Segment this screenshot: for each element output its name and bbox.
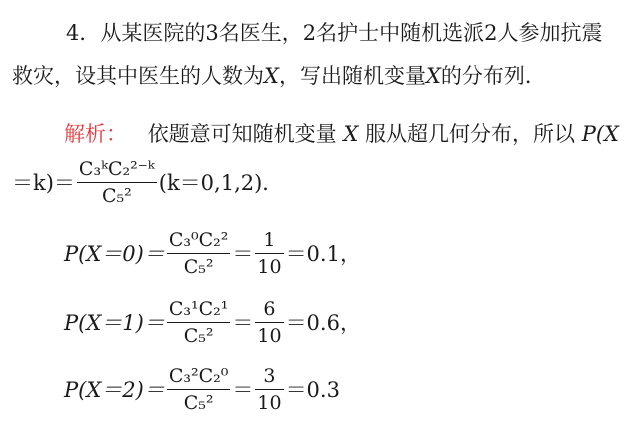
general-fraction — [77, 160, 157, 206]
prob-lhs: P(X＝2)＝ — [64, 377, 165, 402]
prob-result: ＝0.1， — [285, 241, 361, 266]
var-x: X — [343, 122, 359, 146]
prob-lhs: P(X＝0)＝ — [64, 241, 165, 266]
prob-lhs: P(X＝1)＝ — [64, 310, 165, 335]
equals-sign: ＝ — [232, 241, 254, 266]
general-numerator: C₃ᵏC₂²⁻ᵏ — [78, 158, 155, 180]
comb-fraction — [167, 231, 231, 277]
fraction-denominator: 10 — [257, 392, 282, 414]
problem-text-2a: 救灾，设其中医生的人数为 — [12, 64, 264, 88]
prob-row-2 — [64, 367, 340, 413]
comb-denominator: C₅² — [183, 392, 214, 414]
fraction-numerator: 6 — [263, 298, 276, 320]
simple-fraction — [255, 231, 283, 277]
problem-text-2b: ，写出随机变量 — [278, 64, 426, 88]
simple-fraction — [255, 367, 283, 413]
solution-text-b: 服从超几何分布，所以 — [365, 122, 576, 146]
var-x: X — [425, 64, 441, 88]
solution-text-a: 依题意可知随机变量 — [147, 122, 337, 146]
general-denominator: C₅² — [101, 185, 132, 207]
prob-row-1 — [64, 300, 361, 346]
fraction-denominator: 10 — [257, 256, 282, 278]
prob-result: ＝0.6， — [285, 310, 361, 335]
solution-line-2 — [12, 160, 283, 206]
general-lhs: ＝k)＝ — [12, 170, 75, 195]
comb-fraction — [167, 367, 231, 413]
equals-sign: ＝ — [232, 377, 254, 402]
problem-text-2c: 的分布列． — [440, 64, 546, 88]
general-suffix: (k＝0,1,2)． — [158, 170, 284, 195]
prob-result: ＝0.3 — [285, 377, 340, 402]
problem-line-2 — [12, 66, 546, 87]
problem-line-1 — [66, 23, 602, 44]
fraction-denominator: 10 — [257, 325, 282, 347]
problem-number: 4． — [66, 21, 101, 45]
prob-row-0 — [64, 231, 361, 277]
problem-text-1: 从某医院的3名医生，2名护士中随机选派2人参加抗震 — [100, 21, 603, 45]
var-x: X — [264, 64, 279, 88]
comb-numerator: C₃¹C₂¹ — [168, 298, 229, 320]
simple-fraction — [255, 300, 283, 346]
comb-numerator: C₃⁰C₂² — [168, 229, 229, 251]
comb-denominator: C₅² — [183, 325, 214, 347]
comb-numerator: C₃²C₂⁰ — [168, 365, 229, 387]
p-open: P(X — [581, 122, 619, 146]
comb-fraction — [167, 300, 231, 346]
equals-sign: ＝ — [232, 310, 254, 335]
fraction-numerator: 1 — [263, 229, 276, 251]
solution-label: 解析： — [64, 122, 127, 146]
fraction-numerator: 3 — [263, 365, 276, 387]
comb-denominator: C₅² — [183, 256, 214, 278]
solution-line-1 — [64, 124, 619, 145]
